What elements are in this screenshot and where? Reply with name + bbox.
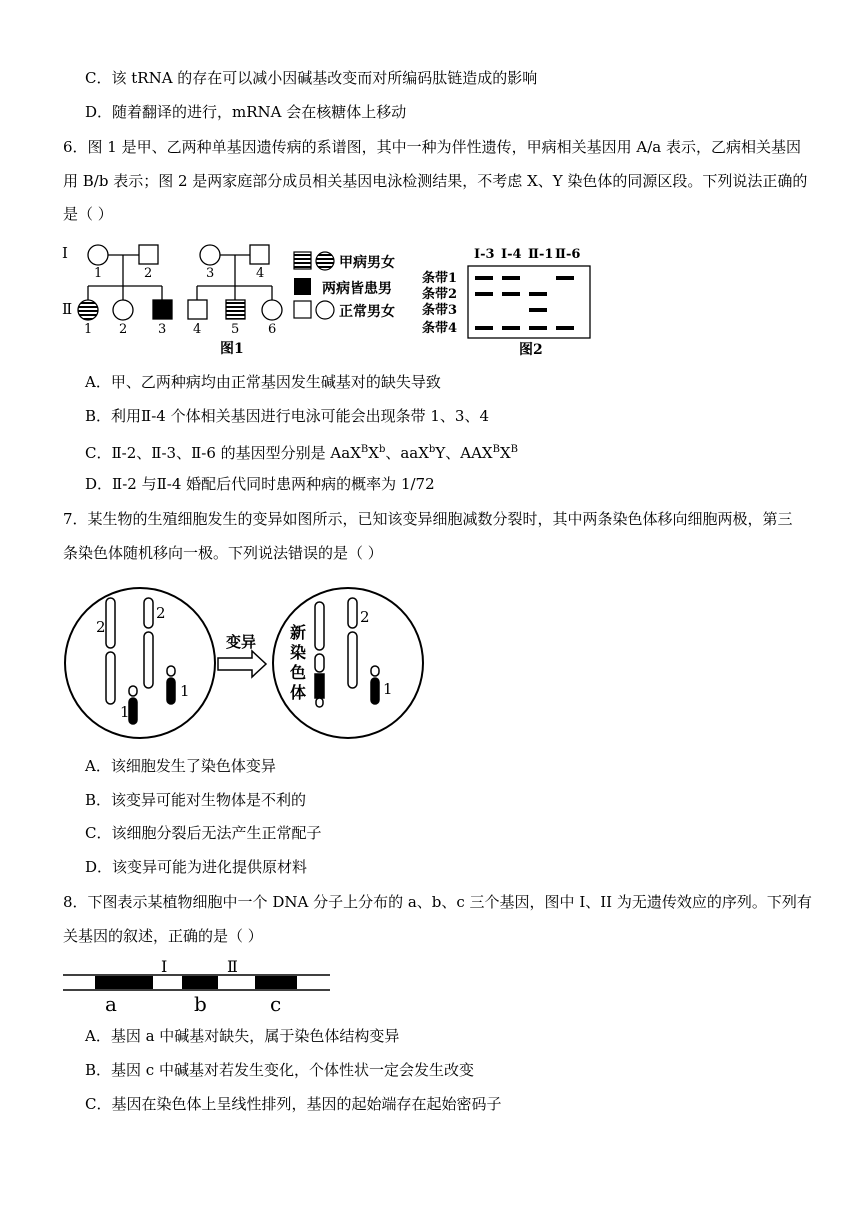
gel-column-label: Ⅰ-3 (474, 247, 495, 262)
legend-both-male-icon (294, 278, 311, 295)
pedigree-ii5-male-affected (226, 300, 245, 319)
chromosome-label: 2 (96, 618, 106, 636)
chromosome-1-variant (371, 666, 379, 704)
gel-column-label: Ⅱ-6 (555, 247, 581, 262)
gel-band (556, 276, 574, 280)
q6-stem-line3: 是（ ） (63, 205, 113, 223)
figure-1-caption: 图1 (220, 341, 244, 357)
q8-option-c: C．基因在染色体上呈线性排列，基因的起始端存在起始密码子 (85, 1095, 502, 1113)
q7-option-d: D．该变异可能为进化提供原材料 (85, 858, 308, 876)
pedigree-label: 1 (84, 322, 93, 337)
legend-jia-label: 甲病男女 (339, 255, 395, 271)
pedigree-label: 4 (193, 322, 202, 337)
new-chromosome-char: 色 (290, 663, 307, 682)
pedigree-i3-female (200, 245, 220, 265)
q6-stem-line2: 用 B/b 表示；图 2 是两家庭部分成员相关基因电泳检测结果，不考虑 X、Y 染色体的同源区段。下列说法正确的 (63, 172, 808, 190)
chromosome-2-right (144, 598, 153, 688)
pedigree-i4-male (250, 245, 269, 264)
legend-both-label: 两病皆患男 (322, 281, 392, 297)
q6-stem-line1: 6．图 1 是甲、乙两种单基因遗传病的系谱图，其中一种为伴性遗传，甲病相关基因用 A/a 表示，乙病相关基因 (63, 138, 801, 156)
gel-band (556, 326, 574, 330)
new-chromosome (315, 602, 324, 707)
legend-affected-male-icon (294, 252, 311, 269)
q7-option-b: B．该变异可能对生物体是不利的 (85, 791, 307, 809)
pedigree-ii4-male (188, 300, 207, 319)
q5-option-d: D．随着翻译的进行，mRNA 会在核糖体上移动 (85, 103, 407, 121)
gel-band-label: 条带4 (422, 321, 458, 336)
generation-1-label: Ⅰ (62, 244, 68, 262)
gene-label-a: a (105, 992, 117, 1016)
gel-column-label: Ⅱ-1 (528, 247, 554, 262)
chromosome-1-lower (129, 686, 137, 724)
q8-stem-line1: 8．下图表示某植物细胞中一个 DNA 分子上分布的 a、b、c 三个基因，图中 I、II 为无遗传效应的序列。下列有 (63, 893, 812, 911)
gel-band (475, 276, 493, 280)
original-cell (65, 588, 215, 738)
chromosome-label: 2 (360, 608, 370, 626)
chromosome-label: 1 (120, 703, 130, 721)
new-chromosome-char: 新 (290, 623, 307, 642)
gel-band (502, 292, 520, 296)
pedigree-figure (60, 238, 430, 358)
sequence-label-ii: Ⅱ (227, 957, 238, 976)
gel-band-label: 条带1 (422, 271, 458, 286)
chromosome-label: 2 (156, 604, 166, 622)
pedigree-ii2-female (113, 300, 133, 320)
sequence-label-i: Ⅰ (161, 957, 168, 976)
pedigree-label: 3 (158, 322, 167, 337)
right-arrow-icon (218, 651, 266, 677)
q5-option-c: C．该 tRNA 的存在可以减小因碱基改变而对所编码肽链造成的影响 (85, 69, 538, 87)
electrophoresis-figure (420, 244, 600, 358)
dna-gene-figure (60, 955, 335, 1017)
q7-option-c: C．该细胞分裂后无法产生正常配子 (85, 824, 322, 842)
pedigree-label: 2 (119, 322, 128, 337)
pedigree-label: 5 (231, 322, 240, 337)
pedigree-label: 1 (94, 266, 103, 281)
q6-option-a: A．甲、乙两种病均由正常基因发生碱基对的缺失导致 (85, 373, 441, 391)
q7-stem-line1: 7．某生物的生殖细胞发生的变异如图所示，已知该变异细胞减数分裂时，其中两条染色体移向细胞两极，第三 (63, 510, 793, 528)
q7-option-a: A．该细胞发生了染色体变异 (85, 757, 276, 775)
gene-a-segment (95, 976, 153, 989)
q8-stem-line2: 关基因的叙述，正确的是（ ） (63, 927, 263, 945)
q6-option-c: C．Ⅱ-2、Ⅱ-3、Ⅱ-6 的基因型分别是 $AaX^BX^b$、aaX$^b$Y、$AAX^BX^B$ (85, 444, 518, 462)
chromosome-1-upper (167, 666, 175, 704)
figure-2-caption: 图2 (519, 342, 543, 358)
pedigree-i1-female (88, 245, 108, 265)
pedigree-ii1-female-affected (78, 300, 98, 320)
gel-band (475, 292, 493, 296)
gel-band (502, 276, 520, 280)
legend-normal-label: 正常男女 (339, 304, 395, 320)
gel-band-label: 条带3 (422, 303, 458, 318)
variation-arrow-label: 变异 (226, 633, 257, 651)
gene-b-segment (182, 976, 218, 989)
new-chromosome-char: 体 (290, 683, 307, 702)
gel-band (529, 308, 547, 312)
gel-band (529, 292, 547, 296)
legend-normal-male-icon (294, 301, 311, 318)
pedigree-label: 3 (206, 266, 215, 281)
gene-c-segment (255, 976, 297, 989)
pedigree-ii6-female (262, 300, 282, 320)
chromosome-label: 1 (383, 680, 393, 698)
gel-band (475, 326, 493, 330)
q7-stem-line2: 条染色体随机移向一极。下列说法错误的是（ ） (63, 544, 383, 562)
pedigree-label: 4 (256, 266, 265, 281)
gene-label-c: c (270, 992, 282, 1016)
gel-band (502, 326, 520, 330)
legend-affected-female-icon (316, 252, 334, 270)
gel-column-label: Ⅰ-4 (501, 247, 522, 262)
generation-2-label: Ⅱ (62, 300, 73, 318)
gel-band-label: 条带2 (422, 287, 458, 302)
chromosome-label: 1 (180, 682, 190, 700)
new-chromosome-char: 染 (290, 643, 307, 662)
gene-label-b: b (194, 992, 207, 1016)
legend-normal-female-icon (316, 301, 334, 319)
q6-option-b: B．利用Ⅱ-4 个体相关基因进行电泳可能会出现条带 1、3、4 (85, 407, 489, 425)
q6-option-d: D．Ⅱ-2 与Ⅱ-4 婚配后代同时患两种病的概率为 1/72 (85, 475, 435, 493)
pedigree-ii3-male-both (153, 300, 172, 319)
pedigree-i2-male (139, 245, 158, 264)
q8-option-a: A．基因 a 中碱基对缺失，属于染色体结构变异 (85, 1027, 400, 1045)
pedigree-label: 2 (144, 266, 153, 281)
q8-option-b: B．基因 c 中碱基对若发生变化，个体性状一定会发生改变 (85, 1061, 474, 1079)
gel-band (529, 326, 547, 330)
chromosome-2-variant (348, 598, 357, 688)
pedigree-label: 6 (268, 322, 277, 337)
chromosome-variation-figure (60, 580, 430, 748)
